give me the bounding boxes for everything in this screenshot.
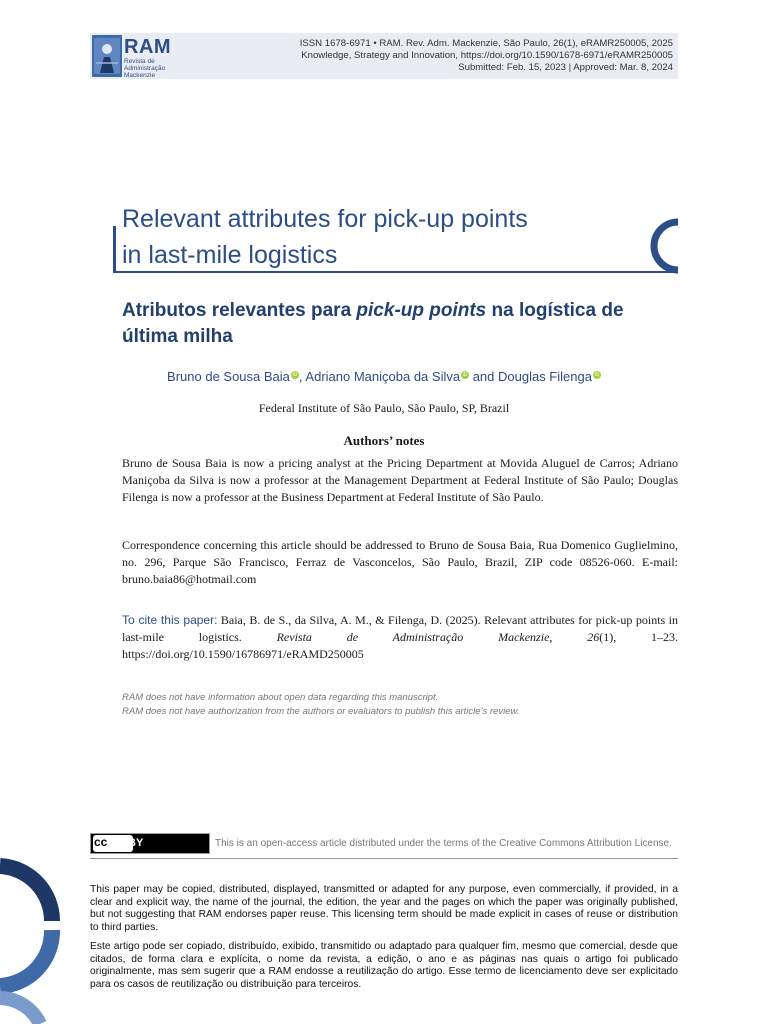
subtitle-line-2: última milha xyxy=(122,326,233,347)
article-subtitle xyxy=(122,298,682,350)
author-affiliation: Federal Institute of São Paulo, São Paulo, SP, Brazil xyxy=(258,401,510,415)
subtitle-part-1: Atributos relevantes para xyxy=(122,300,357,321)
authors-notes-text: Bruno de Sousa Baia is now a pricing analyst at the Pricing Department at Movida Aluguel de Carros; Adriano Maniçoba da Silva is now a professor at the Management Department at Federal Institute of São Paulo; Douglas Filenga is now a professor at the Business Department at Federal Institute of São Paulo. xyxy=(122,456,678,504)
orcid-icon[interactable]: iD xyxy=(462,371,468,378)
citation-text-after[interactable]: (1), 1–23. https://doi.org/10.1590/16786971/eRAMD250005 xyxy=(122,630,678,661)
author-1: Bruno de Sousa Baia xyxy=(167,369,290,384)
title-line-1: Relevant attributes for pick-up points xyxy=(122,205,528,233)
citation-block xyxy=(122,612,678,663)
article-metadata xyxy=(300,38,673,74)
orcid-icon[interactable]: iD xyxy=(292,371,298,378)
citation-journal: Revista de Administração Mackenzie, 26 xyxy=(276,630,600,644)
license-statement: This is an open-access article distributed under the terms of the Creative Commons Attribution License. xyxy=(215,838,672,849)
article-title xyxy=(122,201,642,273)
journal-logo-text: RAM xyxy=(124,36,172,58)
metadata-issn-line: ISSN 1678-6971 • RAM. Rev. Adm. Mackenzie, São Paulo, 26(1), eRAMR250005, 2025 xyxy=(299,38,673,49)
authors-notes-heading: Authors’ notes xyxy=(343,433,425,448)
journal-logo-subtitle: Revista de Administração Mackenzie xyxy=(124,58,166,79)
author-3: Douglas Filenga xyxy=(498,369,592,384)
metadata-dates-line: Submitted: Feb. 15, 2023 | Approved: Mar. 8, 2024 xyxy=(458,62,673,73)
citation-text-before: Baia, B. de S., da Silva, A. M., & Filenga, D. (2025). Relevant attributes for pick-up points in last-mile logistics. xyxy=(122,613,678,644)
license-divider xyxy=(90,858,678,859)
license-text-english: This paper may be copied, distributed, displayed, transmitted or adapted for any purpose, even commercially, if provided, in a clear and explicit way, the name of the journal, the edition, the year and the pages on which the paper was originally published, but not suggesting that RAM endorses paper reuse. This licensing term should be made explicit in cases of reuse or distribution to third parties. xyxy=(90,884,678,933)
decorative-corner-arcs-icon xyxy=(0,858,70,1024)
metadata-doi-line[interactable]: Knowledge, Strategy and Innovation, https://doi.org/10.1590/1678-6971/eRAMR250005 xyxy=(301,50,673,61)
decorative-arc-icon xyxy=(646,216,686,276)
author-separator: , xyxy=(298,369,306,384)
title-line-2: in last-mile logistics xyxy=(122,241,338,269)
open-data-notice: RAM does not have information about open data regarding this manuscript. xyxy=(122,692,439,703)
citation-label: To cite this paper: xyxy=(122,613,218,627)
by-label: BY xyxy=(128,837,144,849)
subtitle-italic: pick-up points xyxy=(356,300,487,321)
correspondence-text: Correspondence concerning this article should be addressed to Bruno de Sousa Baia, Rua Domenico Guglielmino, no. 296, Parque São Francisco, Ferraz de Vasconcelos, São Paulo, Brazil, ZIP code 08526-060. E-mail: bruno.baia86@hotmail.com xyxy=(122,538,678,586)
author-separator: and xyxy=(469,369,498,384)
author-2: Adriano Maniçoba da Silva xyxy=(305,369,461,384)
title-accent-bar xyxy=(113,226,116,273)
license-text-portuguese: Este artigo pode ser copiado, distribuído, exibido, transmitido ou adaptado para qualquer fim, mesmo que comercial, desde que citados, de forma clara e explícita, o nome da revista, a edição, o ano e as páginas nas quais o artigo foi publicado originalmente, mas sem sugerir que a RAM endosse a reutilização do artigo. Esse termo de licenciamento deve ser explicitado para os casos de reutilização ou distribuição para terceiros. xyxy=(90,941,678,990)
subtitle-part-2: na logística de xyxy=(486,300,624,321)
review-notice: RAM does not have authorization from the authors or evaluators to publish this article’s review. xyxy=(122,706,520,717)
orcid-icon[interactable]: iD xyxy=(594,371,600,378)
author-list xyxy=(90,369,678,384)
cc-icon: cc xyxy=(94,835,108,849)
journal-logo-icon xyxy=(92,35,122,77)
